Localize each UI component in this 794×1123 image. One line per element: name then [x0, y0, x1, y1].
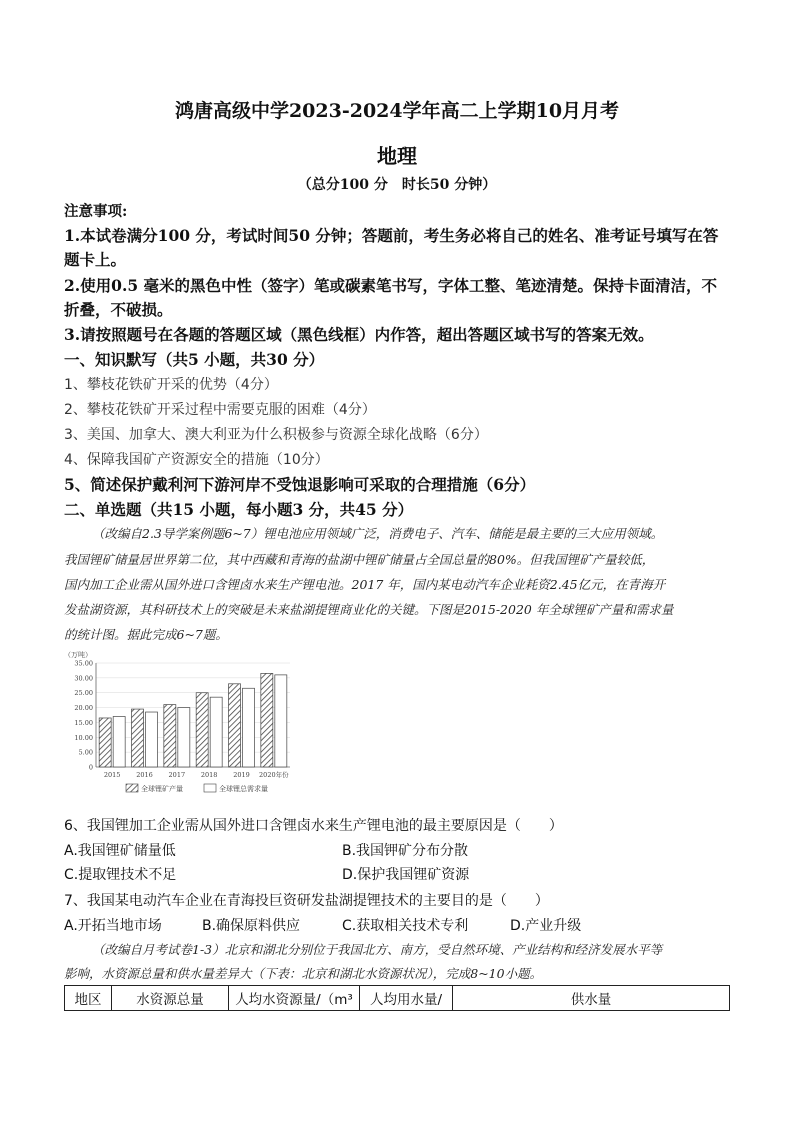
table-header-cell: 供水量	[453, 986, 730, 1011]
section-1-item-1: 1、攀枝花铁矿开采的优势（4分）	[64, 377, 278, 393]
y-tick-label: 5.00	[78, 748, 93, 757]
passage-2-line-1: （改编自月考试卷1-3）北京和湖北分别位于我国北方、南方，受自然环境、产业结构和经济发展水平等	[92, 942, 663, 957]
q7-option-d: D.产业升级	[510, 918, 582, 934]
bar-demand	[113, 716, 125, 767]
water-resources-table	[64, 985, 730, 1011]
bar-production	[229, 684, 241, 767]
passage-1-line-2: 我国锂矿储量居世界第二位，其中西藏和青海的盐湖中锂矿储量占全国总量的80%。但我国锂矿产量较低，	[64, 552, 655, 567]
y-tick-label: 10.00	[74, 733, 93, 742]
table-header-cell: 水资源总量	[112, 986, 229, 1011]
passage-1-line-3: 国内加工企业需从国外进口含锂卤水来生产锂电池。2017 年，国内某电动汽车企业耗资2.45亿元，在青海开	[64, 577, 666, 592]
bar-production	[261, 673, 273, 767]
q6-option-b: B.我国钾矿分布分散	[342, 843, 469, 859]
notice-line-1: 1.本试卷满分100 分，考试时间50 分钟；答题前，考生务必将自己的姓名、准考证号填写在答	[64, 226, 719, 245]
bar-demand	[275, 675, 287, 767]
table-header-cell: 地区	[65, 986, 112, 1011]
q7-option-b: B.确保原料供应	[202, 918, 301, 934]
q7-option-c: C.获取相关技术专利	[342, 918, 469, 934]
section-1-heading: 一、知识默写（共5 小题，共30 分）	[64, 350, 325, 369]
notice-heading: 注意事项:	[64, 203, 128, 220]
bar-production	[99, 718, 111, 767]
passage-1-line-5: 的统计图。据此完成6~7题。	[64, 627, 228, 642]
q7-option-a: A.开拓当地市场	[64, 918, 162, 934]
table-header-cell: 人均用水量/	[360, 986, 453, 1011]
passage-2-line-2: 影响，水资源总量和供水量差异大（下表：北京和湖北水资源状况），完成8~10小题。	[64, 966, 543, 981]
table-header-cell: 人均水资源量/（m³	[229, 986, 360, 1011]
y-tick-label: 20.00	[74, 704, 93, 713]
lithium-bar-chart	[62, 645, 294, 801]
y-tick-label: 15.00	[74, 718, 93, 727]
x-tick-label: 2016	[136, 771, 153, 779]
bar-production	[196, 693, 208, 767]
bar-demand	[178, 708, 190, 767]
legend-swatch-demand	[204, 784, 216, 792]
passage-1-line-4: 发盐湖资源，其科研技术上的突破是未来盐湖提锂商业化的关键。下图是2015-2020 年全球锂矿产量和需求量	[64, 602, 674, 617]
x-tick-label: 2019	[233, 771, 250, 779]
legend-label-demand: 全球锂总需求量	[219, 785, 268, 793]
notice-line-2: 2.使用0.5 毫米的黑色中性（签字）笔或碳素笔书写，字体工整、笔迹清楚。保持卡面清洁，不	[64, 276, 718, 295]
legend-label-production: 全球锂矿产量	[141, 785, 183, 793]
q6-option-d: D.保护我国锂矿资源	[342, 867, 470, 883]
section-1-item-2: 2、攀枝花铁矿开采过程中需要克服的困难（4分）	[64, 402, 376, 418]
x-tick-label: 2020年份	[259, 771, 289, 779]
y-tick-label: 35.00	[74, 659, 93, 668]
section-1-item-4: 4、保障我国矿产资源安全的措施（10分）	[64, 452, 329, 468]
section-1-item-3: 3、美国、加拿大、澳大利亚为什么积极参与资源全球化战略（6分）	[64, 427, 488, 443]
bar-demand	[210, 697, 222, 767]
notice-line-1b: 题卡上。	[64, 250, 127, 269]
passage-1-line-1: （改编自2.3导学案例题6~7）锂电池应用领域广泛，消费电子、汽车、储能是最主要的三大应用领域。	[92, 526, 664, 541]
section-1-item-5: 5、简述保护戴利河下游河岸不受蚀退影响可采取的合理措施（6分）	[64, 475, 536, 494]
y-tick-label: 30.00	[74, 674, 93, 683]
legend-swatch-production	[126, 784, 138, 792]
table-header-row	[65, 986, 730, 1011]
bar-demand	[243, 688, 255, 767]
bar-demand	[146, 712, 158, 767]
question-7: 7、我国某电动汽车企业在青海投巨资研发盐湖提锂技术的主要目的是（ ）	[64, 893, 549, 909]
bar-production	[132, 709, 144, 767]
x-tick-label: 2018	[200, 771, 218, 779]
exam-subject: 地理	[377, 144, 417, 168]
notice-line-3: 3.请按照题号在各题的答题区域（黑色线框）内作答，超出答题区域书写的答案无效。	[64, 325, 654, 344]
exam-meta: （总分100 分 时长50 分钟）	[297, 177, 497, 193]
x-tick-label: 2017	[168, 771, 186, 779]
bar-production	[164, 705, 176, 767]
exam-title: 鸿唐高级中学2023-2024学年高二上学期10月月考	[174, 100, 620, 122]
y-tick-label: 0	[88, 763, 93, 772]
y-axis-unit-label: （万吨）	[64, 651, 92, 659]
q6-option-c: C.提取锂技术不足	[64, 867, 177, 883]
notice-line-2b: 折叠，不破损。	[64, 300, 173, 319]
y-tick-label: 25.00	[74, 689, 93, 698]
x-tick-label: 2015	[103, 771, 121, 779]
q6-option-a: A.我国锂矿储量低	[64, 843, 176, 859]
section-2-heading: 二、单选题（共15 小题，每小题3 分，共45 分）	[64, 500, 414, 519]
question-6: 6、我国锂加工企业需从国外进口含锂卤水来生产锂电池的最主要原因是（ ）	[64, 818, 563, 834]
